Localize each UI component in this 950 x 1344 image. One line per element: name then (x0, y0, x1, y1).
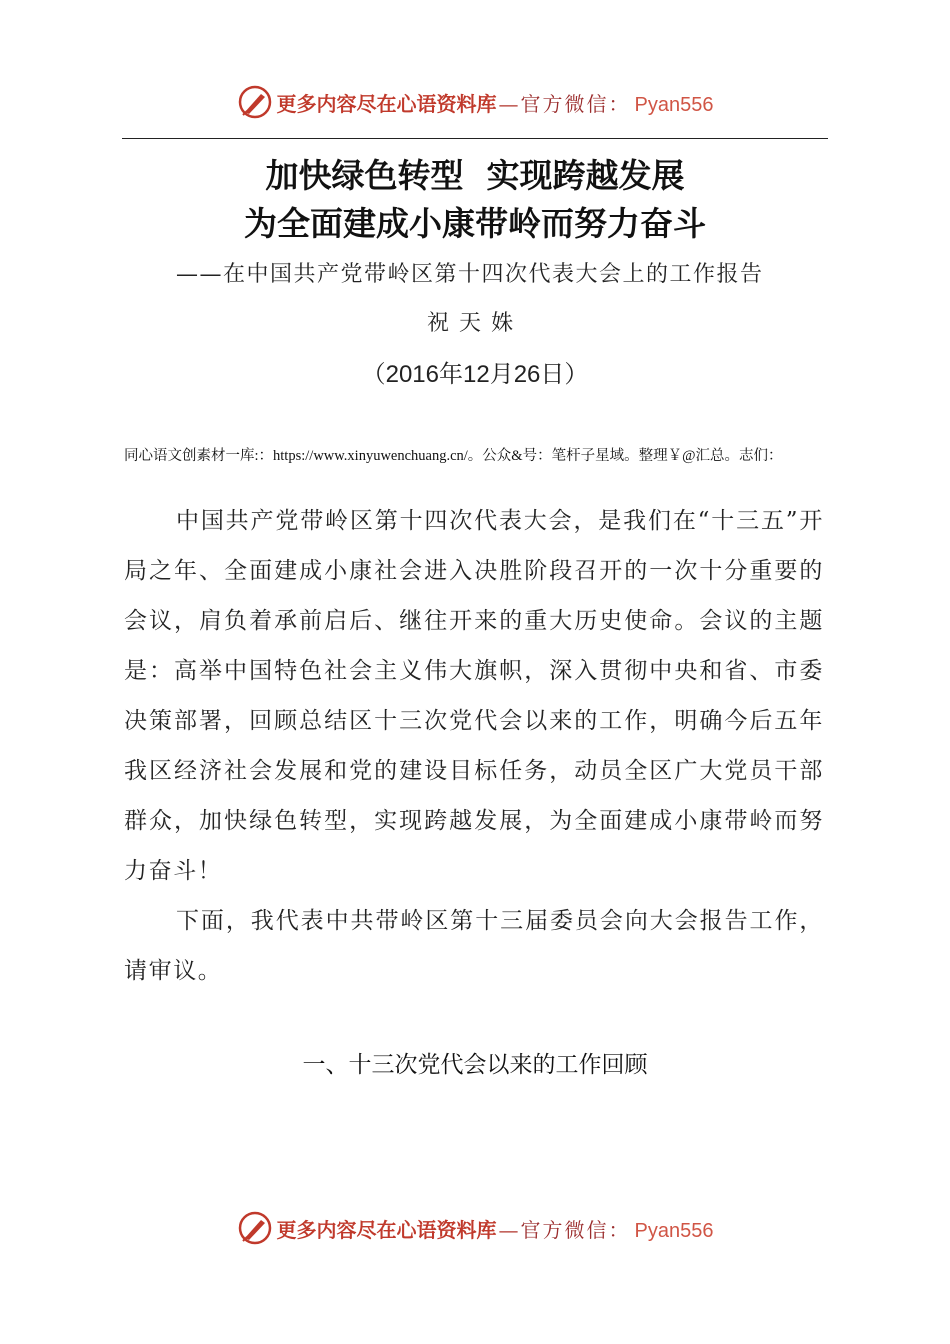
banner-dash: — (498, 1217, 519, 1242)
author-name: 祝天姝 (426, 311, 523, 336)
title-line-2: 为全面建成小康带岭而努力奋斗 (244, 204, 706, 243)
title-line-1: 加快绿色转型 实现跨越发展 (265, 156, 685, 195)
banner-wechat-id: Pyan556 (634, 93, 714, 116)
banner-main-text: 更多内容尽在心语资料库 (276, 91, 497, 116)
banner-wechat-id: Pyan556 (634, 1219, 714, 1242)
header-watermark-banner (0, 82, 950, 122)
report-subtitle: ——在中国共产党带岭区第十四次代表大会上的工作报告 (176, 262, 764, 287)
source-notice: 同心语文创素材一库:：https://www.xinyuwenchuang.cn/。公众&号：笔杆子星域。整理￥@汇总。志们： (124, 448, 783, 464)
body-paragraph-2: 下面，我代表中共带岭区第十三届委员会向大会报告工作，请审议。 (124, 908, 824, 984)
footer-watermark-banner (0, 1208, 950, 1248)
report-date: （2016年12月26日） (361, 361, 589, 388)
banner-wechat-label: 官方微信： (520, 91, 631, 116)
body-paragraph-1: 中国共产党带岭区第十四次代表大会，是我们在“十三五”开局之年、全面建成小康社会进入决胜阶段召开的一次十分重要的会议，肩负着承前启后、继往开来的重大历史使命。会议的主题是：高举中国特色社会主义伟大旗帜，深入贯彻中央和省、市委决策部署，回顾总结区十三次党代会以来的工作，明确今后五年我区经济社会发展和党的建设目标任务，动员全区广大党员干部群众，加快绿色转型，实现跨越发展，为全面建成小康带岭而努力奋斗！ (124, 508, 824, 884)
pen-circle-logo-icon (237, 1210, 273, 1246)
header-rule (122, 138, 828, 139)
banner-main-text: 更多内容尽在心语资料库 (276, 1217, 497, 1242)
banner-wechat-label: 官方微信： (520, 1217, 631, 1242)
section-heading: 一、十三次党代会以来的工作回顾 (302, 1052, 648, 1078)
banner-dash: — (498, 91, 519, 116)
pen-circle-logo-icon (237, 84, 273, 120)
